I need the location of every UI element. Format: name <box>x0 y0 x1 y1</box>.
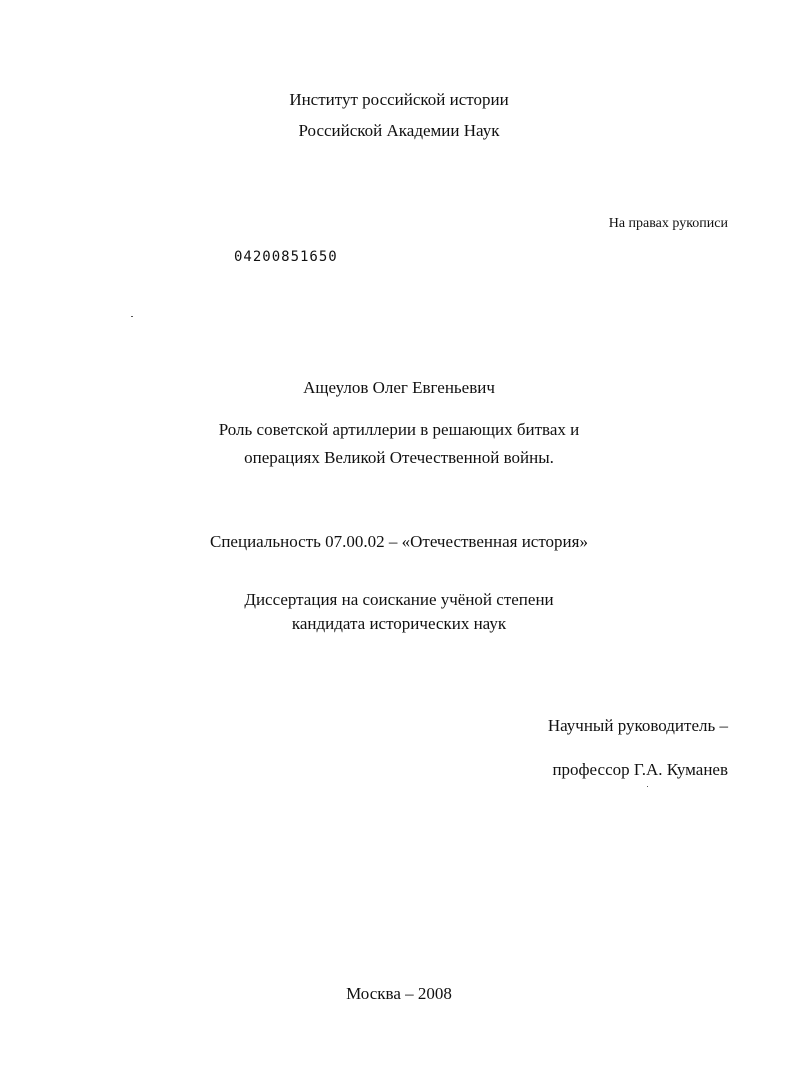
supervisor-label: Научный руководитель – <box>547 716 728 735</box>
scan-speck <box>647 786 648 787</box>
supervisor-name: профессор Г.А. Куманев <box>552 760 728 779</box>
dissertation-title-line2: операциях Великой Отечественной войны. <box>244 448 554 467</box>
degree-line1: Диссертация на соискание учёной степени <box>244 590 554 609</box>
catalog-number: 04200851650 <box>234 249 338 265</box>
city-year: Москва – 2008 <box>346 984 452 1003</box>
manuscript-rights-note: На правах рукописи <box>608 216 728 231</box>
scan-speck <box>131 316 133 317</box>
degree-line2: кандидата исторических наук <box>291 614 507 633</box>
institute-name-line1: Институт российской истории <box>289 90 509 109</box>
dissertation-title-line1: Роль советской артиллерии в решающих битвах и <box>218 420 580 439</box>
specialty-line: Специальность 07.00.02 – «Отечественная история» <box>210 532 588 551</box>
institute-name-line2: Российской Академии Наук <box>298 121 500 140</box>
author-name: Ащеулов Олег Евгеньевич <box>303 378 495 397</box>
